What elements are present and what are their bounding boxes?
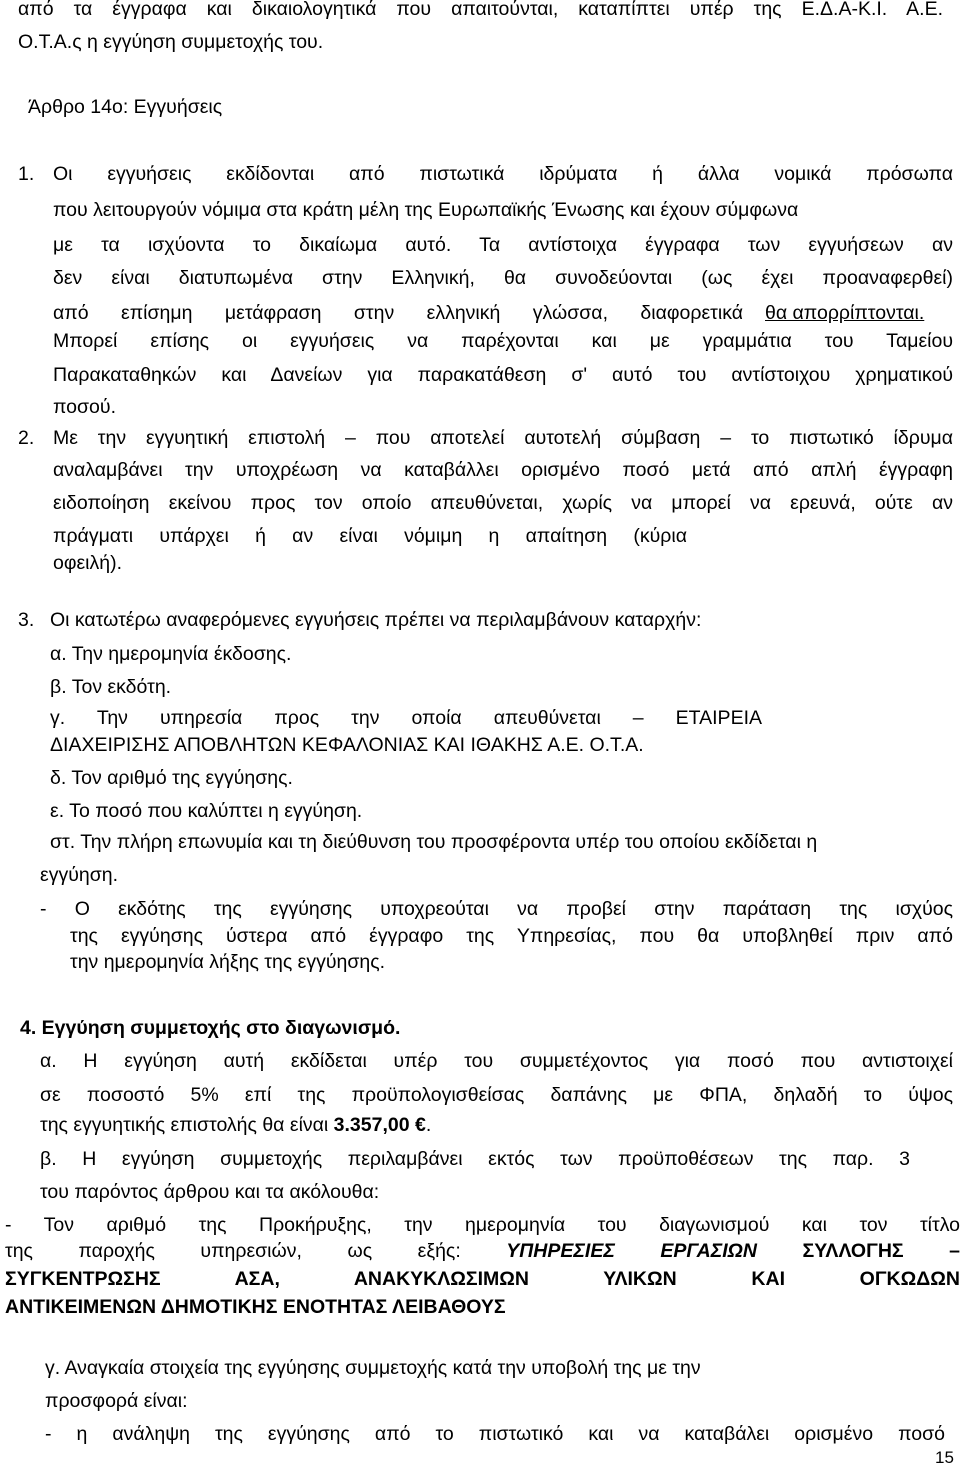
p3-dash-line-2: της εγγύησης ύστερα από έγγραφο της Υπηρεσίας, που θα υποβληθεί πριν από xyxy=(70,925,953,947)
p4-title-line-2-text: της παροχής υπηρεσιών, ως εξής: xyxy=(5,1240,507,1262)
p1-line-1: Οι εγγυήσεις εκδίδονται από πιστωτικά ιδρύματα ή άλλα νομικά πρόσωπα xyxy=(53,163,953,185)
p4-heading: 4. Εγγύηση συμμετοχής στο διαγωνισμό. xyxy=(20,1017,401,1039)
p4-b-line-1: β. Η εγγύηση συμμετοχής περιλαμβάνει εκτός των προϋποθέσεων της παρ. 3 xyxy=(40,1148,910,1170)
euro-symbol: € xyxy=(415,1114,426,1136)
p1-line-7: Παρακαταθηκών και Δανείων για παρακατάθεση σ' αυτό του αντίστοιχου χρηματικού xyxy=(53,364,953,386)
p2-line-2: αναλαμβάνει την υποχρέωση να καταβάλλει ορισμένο ποσό μετά από απλή έγγραφη xyxy=(53,459,953,481)
p4-a-line-3-period: . xyxy=(425,1114,432,1136)
page-number: 15 xyxy=(935,1448,954,1467)
p4-g-line-3: - η ανάληψη της εγγύησης από το πιστωτικό και να καταβάλει ορισμένο ποσό xyxy=(45,1423,945,1445)
p2-line-1: Με την εγγυητική επιστολή – που αποτελεί αυτοτελή σύμβαση – το πιστωτικό ίδρυμα xyxy=(53,427,953,449)
p2-line-5: οφειλή). xyxy=(53,552,123,574)
p3-item-c-line-2: ΔΙΑΧΕΙΡΙΣΗΣ ΑΠΟΒΛΗΤΩΝ ΚΕΦΑΛΟΝΙΑΣ ΚΑΙ ΙΘΑΚΗΣ Α.Ε. Ο.Τ.Α. xyxy=(50,734,644,756)
p3-number: 3. xyxy=(18,609,35,631)
p2-line-3: ειδοποίηση εκείνου προς τον οποίο απευθύνεται, χωρίς να μπορεί να ερευνά, ούτε αν xyxy=(53,492,953,514)
p2-line-4: πράγματι υπάρχει ή αν είναι νόμιμη η απαίτηση (κύρια xyxy=(53,525,687,547)
p4-title-line-4: ΑΝΤΙΚΕΙΜΕΝΩΝ ΔΗΜΟΤΙΚΗΣ ΕΝΟΤΗΤΑΣ ΛΕΙΒΑΘΟΥΣ xyxy=(5,1296,506,1318)
p3-item-b: β. Τον εκδότη. xyxy=(50,676,172,698)
p3-item-e: ε. Το ποσό που καλύπτει η εγγύηση. xyxy=(50,800,363,822)
p4-title-line-3: ΣΥΓΚΕΝΤΡΩΣΗΣ ΑΣΑ, ΑΝΑΚΥΚΛΩΣΙΜΩΝ ΥΛΙΚΩΝ ΚΑΙ ΟΓΚΩΔΩΝ xyxy=(5,1268,960,1290)
article-title: Άρθρο 14ο: Εγγυήσεις xyxy=(28,96,223,118)
p1-line-5: από επίσημη μετάφραση στην ελληνική γλώσσα, διαφορετικά xyxy=(53,302,743,324)
service-title-italic: ΥΠΗΡΕΣΙΕΣ ΕΡΓΑΣΙΩΝ xyxy=(506,1240,757,1262)
p3-dash-line-3: την ημερομηνία λήξης της εγγύησης. xyxy=(70,951,386,973)
p4-a-line-1: α. Η εγγύηση αυτή εκδίδεται υπέρ του συμμετέχοντος για ποσό που αντιστοιχεί xyxy=(40,1050,953,1072)
p3-item-st-line-1: στ. Την πλήρη επωνυμία και τη διεύθυνση του προσφέροντα υπέρ του οποίου εκδίδεται η xyxy=(50,831,818,853)
p4-g-line-1: γ. Αναγκαία στοιχεία της εγγύησης συμμετοχής κατά την υποβολή της με την xyxy=(45,1357,701,1379)
p2-number: 2. xyxy=(18,427,35,449)
intro-line-1: από τα έγγραφα και δικαιολογητικά που απαιτούνται, καταπίπτει υπέρ της Ε.Δ.Α-Κ.Ι. Α.Ε. xyxy=(18,0,943,20)
p3-item-c-line-1: γ. Την υπηρεσία προς την οποία απευθύνεται – ΕΤΑΙΡΕΙΑ xyxy=(50,707,762,729)
p4-a-line-2: σε ποσοστό 5% επί της προϋπολογισθείσας δαπάνης με ΦΠΑ, δηλαδή το ύψος xyxy=(40,1084,953,1106)
p4-b-line-2: του παρόντος άρθρου και τα ακόλουθα: xyxy=(40,1181,380,1203)
p1-line-4: δεν είναι διατυπωμένα στην Ελληνική, θα συνοδεύονται (ως έχει προαναφερθεί) xyxy=(53,267,953,289)
p3-line-1: Οι κατωτέρω αναφερόμενες εγγυήσεις πρέπει να περιλαμβάνουν καταρχήν: xyxy=(50,609,702,631)
p1-line-2: που λειτουργούν νόμιμα στα κράτη μέλη της Ευρωπαϊκής Ένωσης και έχουν σύμφωνα xyxy=(53,199,799,221)
p1-line-8: ποσού. xyxy=(53,396,116,418)
p4-title-line-1: - Τον αριθμό της Προκήρυξης, την ημερομηνία του διαγωνισμού και τον τίτλο xyxy=(5,1214,960,1236)
intro-line-2: Ο.Τ.Α.ς η εγγύηση συμμετοχής του. xyxy=(18,31,324,53)
p1-number: 1. xyxy=(18,163,35,185)
p3-dash-line-1: - Ο εκδότης της εγγύησης υποχρεούται να προβεί στην παράταση της ισχύος xyxy=(40,898,953,920)
p1-rejected-underlined: θα απορρίπτονται. xyxy=(765,302,925,324)
p1-line-3: με τα ισχύοντα το δικαίωμα αυτό. Τα αντίστοιχα έγγραφα των εγγυήσεων αν xyxy=(53,234,953,256)
p4-a-line-3 xyxy=(40,1109,431,1142)
service-title-bold: ΣΥΛΛΟΓΗΣ – xyxy=(802,1240,960,1262)
p4-g-line-2: προσφορά είναι: xyxy=(45,1390,188,1412)
guarantee-amount: 3.357,00 xyxy=(333,1114,410,1136)
p1-line-6: Μπορεί επίσης οι εγγυήσεις να παρέχονται και με γραμμάτια του Ταμείου xyxy=(53,330,953,352)
p3-item-d: δ. Τον αριθμό της εγγύησης. xyxy=(50,767,293,789)
p3-item-a: α. Την ημερομηνία έκδοσης. xyxy=(50,643,292,665)
p4-a-line-3-text: της εγγυητικής επιστολής θα είναι xyxy=(40,1114,334,1136)
p3-item-st-line-2: εγγύηση. xyxy=(40,864,118,886)
